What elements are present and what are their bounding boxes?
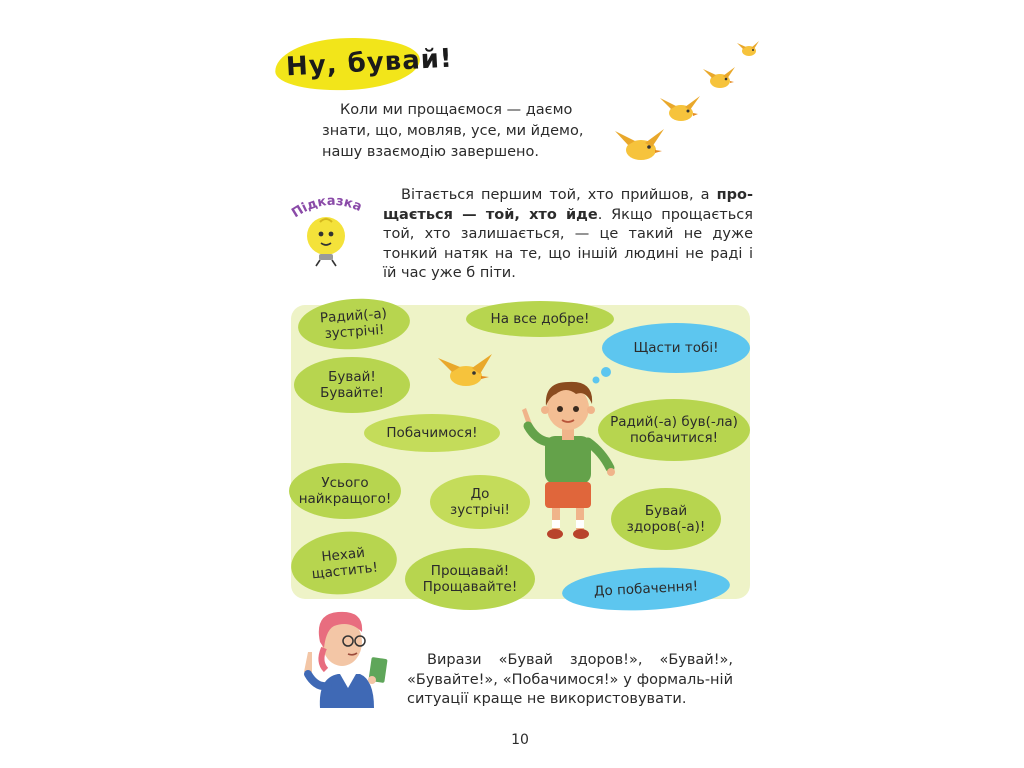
- phrase-bubble: До побачення!: [561, 564, 731, 615]
- bird-icon: [737, 40, 761, 58]
- phrase-bubble: Усього найкращого!: [289, 463, 401, 519]
- bird-icon: [660, 95, 702, 123]
- boy-illustration: [518, 376, 618, 542]
- phrase-bubble: Побачимося!: [364, 414, 500, 452]
- bird-icon: [615, 128, 667, 164]
- svg-text:Підказка: Підказка: [289, 193, 364, 222]
- thought-bubble: Щасти тобі!: [602, 323, 750, 373]
- bird-icon: [436, 352, 496, 390]
- phrase-bubble: Бувай здоров(-а)!: [611, 488, 721, 550]
- bird-icon: [703, 66, 737, 90]
- intro-paragraph: Коли ми прощаємося — даємо знати, що, мовляв, усе, ми йдемо, нашу взаємодію завершено.: [322, 102, 584, 160]
- phrase-bubble: Нехай щастить!: [288, 527, 400, 600]
- phrase-bubble: До зустрічі!: [430, 475, 530, 529]
- teacher-illustration: [298, 608, 390, 712]
- lightbulb-icon: [300, 214, 352, 266]
- hint-paragraph: Вітається першим той, хто прийшов, а про- щається — той, хто йде. Якщо прощається той, хто залишається, — це такий не дуже тонкий натяк на те, що іншій людині не раді і їй час уже б піти.: [383, 187, 753, 281]
- page-number: 10: [511, 732, 529, 748]
- page-title: Ну, бувай!: [285, 43, 454, 83]
- phrase-bubble: Радий(-а) був(-ла) побачитися!: [598, 399, 750, 461]
- phrase-bubble: Радий(-а) зустрічі!: [296, 295, 411, 353]
- phrase-bubble: На все добре!: [466, 301, 614, 337]
- phrase-bubble: Прощавай! Прощавайте!: [405, 548, 535, 610]
- phrase-bubble: Бувай! Бувайте!: [294, 357, 410, 413]
- formal-note-paragraph: Вирази «Бувай здоров!», «Бувай!», «Бувайте!», «Побачимося!» у формаль-ній ситуації краще не використовувати.: [407, 652, 733, 707]
